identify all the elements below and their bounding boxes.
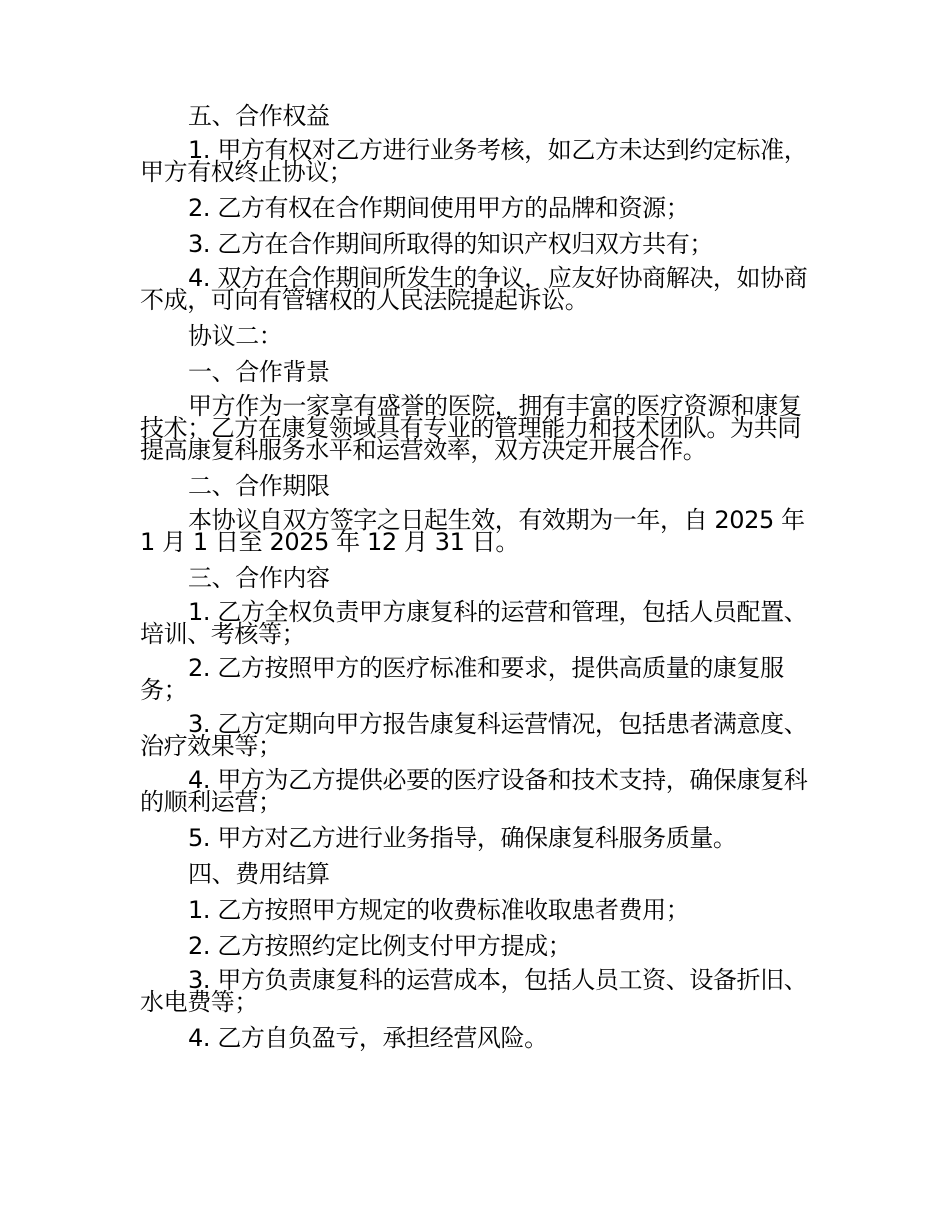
clause-settlement-3: 3. 甲方负责康复科的运营成本，包括人员工资、设备折旧、水电费等； bbox=[140, 966, 808, 1016]
section-heading-cooperation-rights: 五、合作权益 bbox=[188, 102, 330, 130]
clause-content-2: 2. 乙方按照甲方的医疗标准和要求，提供高质量的康复服务； bbox=[140, 654, 784, 704]
clause-settlement-4: 4. 乙方自负盈亏，承担经营风险。 bbox=[188, 1024, 548, 1052]
background-paragraph: 甲方作为一家享有盛誉的医院，拥有丰富的医疗资源和康复技术；乙方在康复领域具有专业的管理能力和技术团队。为共同提高康复科服务水平和运营效率，双方决定开展合作。 bbox=[140, 392, 802, 464]
clause-content-4: 4. 甲方为乙方提供必要的医疗设备和技术支持，确保康复科的顺利运营； bbox=[140, 766, 808, 816]
clause-content-1: 1. 乙方全权负责甲方康复科的运营和管理，包括人员配置、培训、考核等； bbox=[140, 598, 808, 648]
section-heading-background: 一、合作背景 bbox=[188, 358, 330, 386]
clause-settlement-2: 2. 乙方按照约定比例支付甲方提成； bbox=[188, 932, 572, 960]
clause-rights-1: 1. 甲方有权对乙方进行业务考核，如乙方未达到约定标准，甲方有权终止协议； bbox=[140, 136, 808, 186]
clause-rights-4: 4. 双方在合作期间所发生的争议，应友好协商解决，如协商不成，可向有管辖权的人民法院提起诉讼。 bbox=[140, 264, 808, 314]
document-page bbox=[140, 103, 812, 1061]
agreement-two-title: 协议二： bbox=[188, 322, 283, 350]
section-heading-content: 三、合作内容 bbox=[188, 564, 330, 592]
clause-rights-3: 3. 乙方在合作期间所取得的知识产权归双方共有； bbox=[188, 230, 713, 258]
section-heading-settlement: 四、费用结算 bbox=[188, 860, 330, 888]
clause-content-5: 5. 甲方对乙方进行业务指导，确保康复科服务质量。 bbox=[188, 824, 737, 852]
clause-settlement-1: 1. 乙方按照甲方规定的收费标准收取患者费用； bbox=[188, 896, 690, 924]
section-heading-term: 二、合作期限 bbox=[188, 472, 330, 500]
clause-content-3: 3. 乙方定期向甲方报告康复科运营情况，包括患者满意度、治疗效果等； bbox=[140, 710, 808, 760]
clause-rights-2: 2. 乙方有权在合作期间使用甲方的品牌和资源； bbox=[188, 194, 690, 222]
term-paragraph: 本协议自双方签字之日起生效，有效期为一年，自 2025 年 1 月 1 日至 2025 年 12 月 31 日。 bbox=[140, 506, 805, 556]
